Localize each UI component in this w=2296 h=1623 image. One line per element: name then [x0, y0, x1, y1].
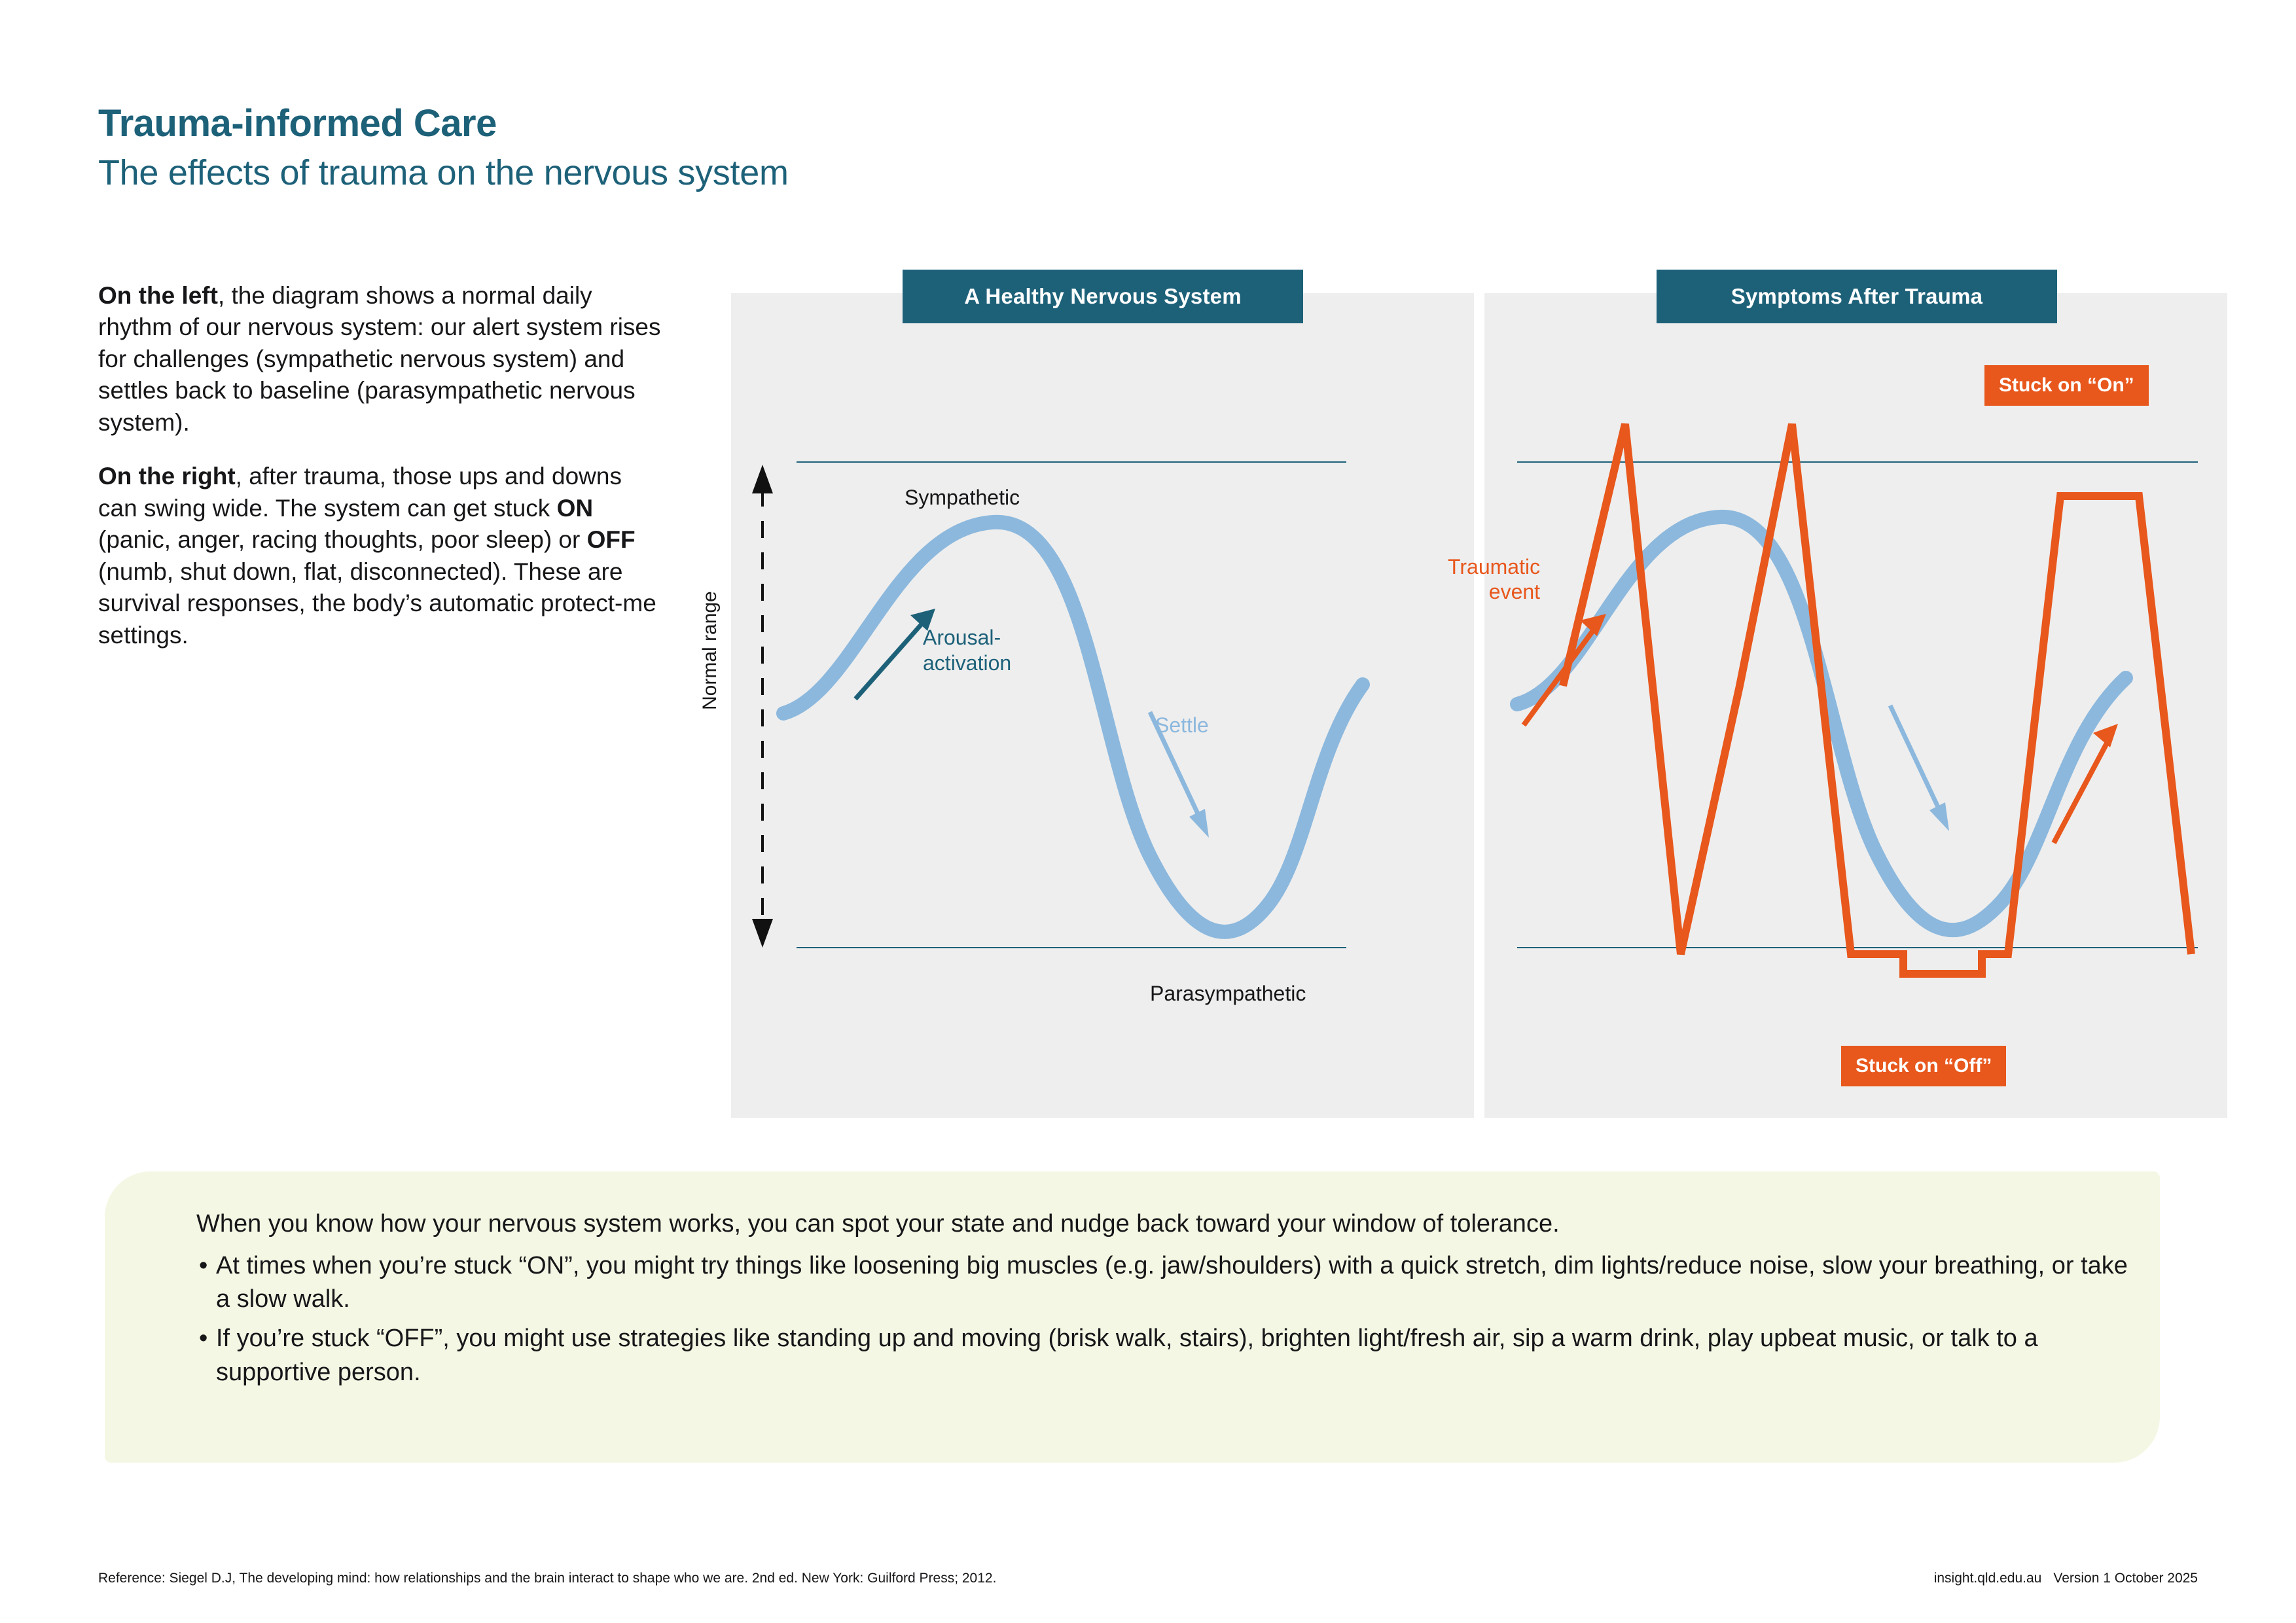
label-traumatic-event: [1448, 555, 1540, 605]
footer-site-link[interactable]: insight.qld.edu.au: [1933, 1571, 2042, 1586]
footer-version: Version 1 October 2025: [2053, 1571, 2198, 1586]
intro-p2-lead: On the right: [98, 463, 236, 490]
intro-text-column: [98, 280, 661, 673]
intro-p2-off: OFF: [586, 526, 636, 554]
intro-p1-lead: On the left: [98, 282, 218, 309]
tag-stuck-on: Stuck on “On”: [1984, 365, 2149, 406]
healthy-nervous-system-diagram: [731, 293, 1474, 1118]
page-subtitle: The effects of trauma on the nervous system: [98, 153, 789, 192]
trauma-swing-line: [1563, 424, 2191, 974]
panel-trauma-title: Symptoms After Trauma: [1657, 270, 2057, 323]
footer-meta: [1934, 1571, 2198, 1586]
intro-p2-body-a: , after trauma, those ups and downs can swing wide. The system can get stuck: [98, 463, 622, 522]
label-settle: Settle: [1155, 713, 1209, 737]
label-arousal-activation: [923, 625, 1011, 676]
tag-stuck-off: Stuck on “Off”: [1841, 1046, 2006, 1086]
settle-arrow-head-icon: [1189, 809, 1209, 838]
footer-reference: Reference: Siegel D.J, The developing mind: how relationships and the brain interact to shape who we are. 2nd ed. New York: Guilford Press; 2012.: [98, 1571, 997, 1586]
trauma-symptoms-diagram: [1484, 293, 2227, 1118]
axis-arrow-down-icon: [752, 919, 773, 948]
intro-p1-body: , the diagram shows a normal daily rhythm of our nervous system: our alert system rises for challenges (sympathetic nervous system) and settles back to baseline (parasympathetic nervous system).: [98, 282, 661, 436]
tips-callout-content: [196, 1207, 2134, 1395]
traumatic-event-arrow-line: [1524, 627, 1596, 725]
label-traumatic-line2: event: [1488, 579, 1541, 603]
tips-list: [196, 1249, 2134, 1390]
intro-paragraph-1: [98, 280, 661, 438]
intro-p2-body-c: (numb, shut down, flat, disconnected). These are survival responses, the body’s automatic protect-me settings.: [98, 558, 656, 649]
tips-list-item: • If you’re stuck “OFF”, you might use strategies like standing up and moving (brisk walk, stairs), brighten light/fresh air, sip a warm drink, play upbeat music, or talk to a supportive person.: [196, 1322, 2134, 1389]
label-normal-range-axis: Normal range: [699, 591, 721, 710]
label-sympathetic: Sympathetic: [905, 486, 1020, 509]
label-traumatic-line1: Traumatic: [1448, 555, 1541, 579]
label-parasympathetic: Parasympathetic: [1150, 982, 1306, 1005]
page-title: Trauma-informed Care: [98, 102, 497, 145]
tips-lead-text: When you know how your nervous system works, you can spot your state and nudge back toward your window of tolerance.: [196, 1210, 1560, 1238]
trauma-settle-arrow-line: [1890, 705, 1943, 817]
axis-arrow-up-icon: [752, 465, 773, 493]
intro-paragraph-2: [98, 461, 661, 651]
panel-healthy-title: A Healthy Nervous System: [903, 270, 1303, 323]
tips-list-item: • At times when you’re stuck “ON”, you might try things like loosening big muscles (e.g. jaw/shoulders) with a quick stretch, dim lights/reduce noise, slow your breathing, or take a slow walk.: [196, 1249, 2134, 1317]
intro-p2-body-b: (panic, anger, racing thoughts, poor sleep) or: [98, 526, 587, 554]
intro-p2-on: ON: [556, 494, 594, 522]
trauma-settle-arrow-head-icon: [1929, 802, 1949, 831]
label-arousal-line1: Arousal-: [923, 626, 1001, 649]
healthy-arousal-curve: [783, 522, 1363, 932]
label-arousal-line2: activation: [923, 651, 1012, 675]
